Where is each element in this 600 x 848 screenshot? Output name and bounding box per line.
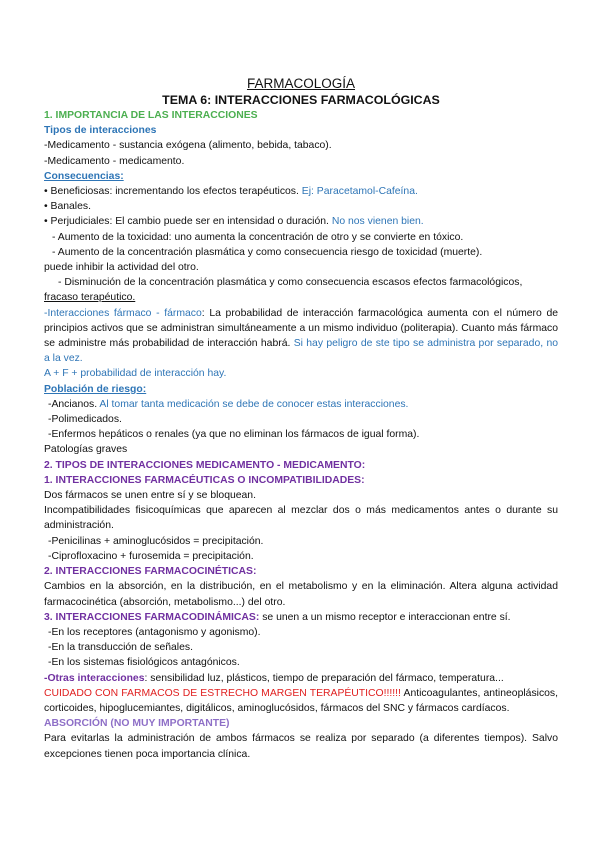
- farmacodinamicas-item: -En los receptores (antagonismo y agonismo).: [48, 626, 261, 638]
- section-2-heading: 2. TIPOS DE INTERACCIONES MEDICAMENTO - MEDICAMENTO:: [44, 459, 366, 471]
- cuidado-paragraph: [44, 686, 558, 716]
- poblacion-heading: Población de riesgo:: [44, 383, 147, 395]
- interacciones-label: -Interacciones fármaco - fármaco: [44, 307, 202, 319]
- banales-text: Banales.: [50, 201, 91, 213]
- farmaceuticas-example: -Ciprofloxacino + furosemida = precipitación.: [48, 550, 254, 562]
- poblacion-item: -Enfermos hepáticos o renales (ya que no eliminan los fármacos de igual forma).: [48, 429, 420, 441]
- consecuencias-item: • Banales.: [44, 201, 91, 213]
- farmacocineticas-paragraph: Cambios en la absorción, en la distribución, en el metabolismo y en la eliminación. Altera alguna actividad farmacocinética (absorción, metabolismo...) del otro.: [44, 581, 558, 608]
- consecuencias-subitem: - Aumento de la concentración plasmática y como consecuencia riesgo de toxicidad (muerte).: [52, 246, 483, 258]
- farmacodinamicas-item: -En la transducción de señales.: [48, 642, 193, 654]
- interacciones-formula: A + F + probabilidad de interacción hay.: [44, 368, 227, 380]
- tipos-item: -Medicamento - medicamento.: [44, 155, 185, 167]
- cuidado-warning: CUIDADO CON FARMACOS DE ESTRECHO MARGEN TERAPÉUTICO!!!!!!: [44, 687, 401, 699]
- document-subtitle: TEMA 6: INTERACCIONES FARMACOLÓGICAS: [162, 93, 440, 107]
- document-title: FARMACOLOGÍA: [246, 76, 356, 91]
- benef-example: Ej: Paracetamol-Cafeína.: [301, 186, 418, 198]
- tipos-heading: Tipos de interacciones: [44, 125, 157, 137]
- ancianos-text: -Ancianos.: [48, 398, 98, 410]
- farmaceuticas-line: Dos fármacos se unen entre sí y se bloquean.: [44, 490, 256, 502]
- cuidado-text: Anticoagulantes, antineoplásicos, corticoides, hipoglucemiantes, digitálicos, aminoglucósidos, fármacos del SNC y fármacos cardíacos.: [44, 687, 559, 714]
- poblacion-item: [44, 397, 558, 412]
- farmacodinamicas-item: -En los sistemas fisiológicos antagónicos.: [48, 657, 240, 669]
- farmacodinamicas-text: se unen a un mismo receptor e interaccionan entre sí.: [259, 611, 511, 623]
- consecuencias-item: • Beneficiosas: incrementando los efectos terapéuticos. Ej: Paracetamol-Cafeína.: [44, 186, 418, 198]
- farmaceuticas-example: -Penicilinas + aminoglucósidos = precipitación.: [48, 535, 264, 547]
- perj-text: Perjudiciales: El cambio puede ser en intensidad o duración.: [50, 216, 329, 228]
- consecuencias-subitem-cont: fracaso terapéutico.: [44, 292, 136, 304]
- consecuencias-subitem-cont: puede inhibir la actividad del otro.: [44, 262, 199, 274]
- farmacodinamicas-heading: 3. INTERACCIONES FARMACODINÁMICAS:: [44, 611, 260, 623]
- consecuencias-subitem: - Aumento de la toxicidad: uno aumenta la concentración de otro y se convierte en tóxico.: [52, 231, 464, 243]
- poblacion-item: Patologías graves: [44, 444, 128, 456]
- perj-note: No nos vienen bien.: [331, 216, 424, 228]
- ancianos-note: Al tomar tanta medicación se debe de conocer estas interacciones.: [99, 398, 409, 410]
- consecuencias-heading: Consecuencias:: [44, 170, 124, 182]
- otras-line: [44, 671, 558, 686]
- tipos-item: -Medicamento - sustancia exógena (alimento, bebida, tabaco).: [44, 140, 332, 152]
- consecuencias-item: • Perjudiciales: El cambio puede ser en intensidad o duración. No nos vienen bien.: [44, 216, 424, 228]
- poblacion-item: -Polimedicados.: [48, 414, 122, 426]
- otras-text: : sensibilidad luz, plásticos, tiempo de preparación del fármaco, temperatura...: [144, 672, 504, 684]
- interacciones-note: Si hay peligro de ste tipo se administra por separado, no a la vez.: [44, 338, 558, 365]
- farmaceuticas-paragraph: Incompatibilidades fisicoquímicas que aparecen al mezclar dos o más medicamentos antes o durante su administración.: [44, 505, 558, 532]
- absorcion-paragraph: Para evitarlas la administración de ambos fármacos se realiza por separado (a diferentes tiempos). Salvo excepciones tienen poca importancia clínica.: [44, 733, 558, 760]
- benef-text: Beneficiosas: incrementando los efectos terapéuticos.: [50, 186, 299, 198]
- section-1-heading: 1. IMPORTANCIA DE LAS INTERACCIONES: [44, 110, 258, 121]
- farmacocineticas-heading: 2. INTERACCIONES FARMACOCINÉTICAS:: [44, 566, 257, 578]
- farmaceuticas-heading: 1. INTERACCIONES FARMACÉUTICAS O INCOMPATIBILIDADES:: [44, 474, 365, 486]
- document-body: [44, 76, 558, 762]
- interacciones-text: : La probabilidad de interacción farmacológica aumenta con el número de principios activos que se administran simultáneamente a un mismo individuo (politerapia). Cuanto más fármaco se administre más probabilidad de interacción habrá.: [44, 307, 559, 350]
- interacciones-paragraph: [44, 306, 558, 367]
- consecuencias-subitem: - Disminución de la concentración plasmática y como consecuencia escasos efectos farmacológicos,: [58, 277, 523, 289]
- otras-label: -Otras interacciones: [44, 672, 145, 684]
- absorcion-heading: ABSORCIÓN (NO MUY IMPORTANTE): [44, 718, 230, 730]
- farmacodinamicas-line: [44, 610, 558, 625]
